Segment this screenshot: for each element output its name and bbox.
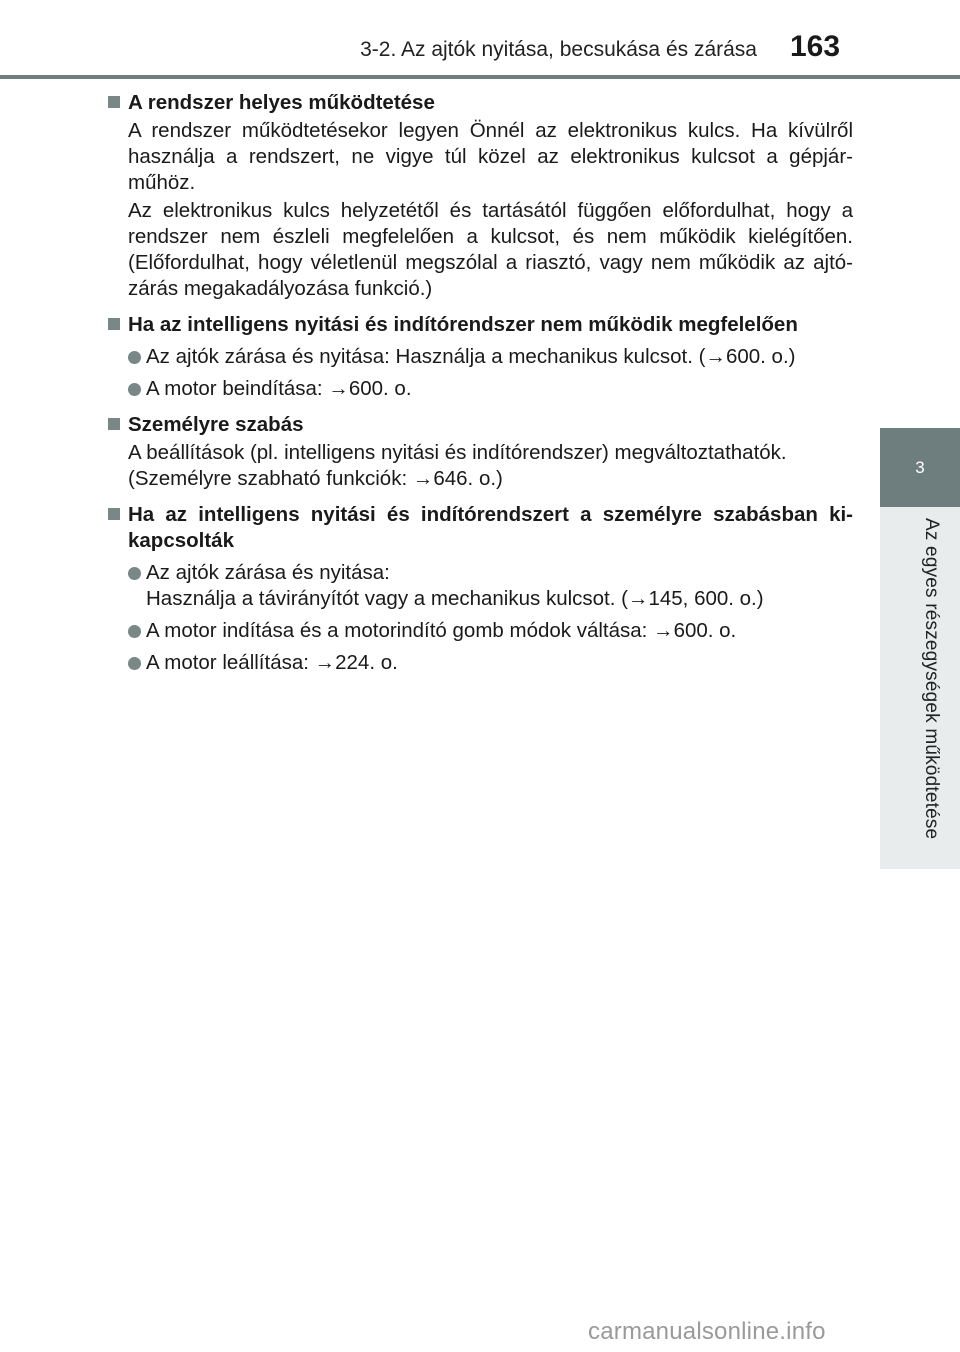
- page-number: 163: [790, 30, 841, 63]
- list-item: A motor leállítása: →224. o.: [108, 650, 853, 676]
- section-heading: Ha az intelligens nyitási és indítórendszert a személyre szabásban ki-kapcsolták: [108, 502, 853, 554]
- list-item: Az ajtók zárása és nyitása: Használja a mechanikus kulcsot. (→600. o.): [108, 344, 853, 370]
- page-content: [108, 90, 853, 676]
- chapter-title: Az egyes részegységek működtetése: [921, 518, 942, 840]
- circle-bullet-icon: [128, 567, 141, 580]
- list-item: A motor beindítása: →600. o.: [108, 376, 853, 402]
- circle-bullet-icon: [128, 351, 141, 364]
- watermark-logo: carmanualsonline.info: [588, 1318, 826, 1345]
- square-bullet-icon: [108, 508, 120, 520]
- chapter-number: 3: [915, 457, 925, 477]
- list-item: Az ajtók zárása és nyitása: Használja a távirányítót vagy a mechanikus kulcsot. (→145, 600. o.): [108, 560, 853, 612]
- section-heading: Személyre szabás: [108, 412, 853, 438]
- circle-bullet-icon: [128, 383, 141, 396]
- paragraph: A beállítások (pl. intelligens nyitási és indítórendszer) megváltoztathatók. (Személyre szabható funkciók: →646. o.): [128, 441, 787, 490]
- section-heading: Ha az intelligens nyitási és indítórendszer nem működik megfelelően: [108, 312, 853, 338]
- square-bullet-icon: [108, 96, 120, 108]
- circle-bullet-icon: [128, 657, 141, 670]
- list-item: A motor indítása és a motorindító gomb módok váltása: →600. o.: [108, 618, 853, 644]
- paragraph: A rendszer működtetésekor legyen Önnél az elektronikus kulcs. Ha kívülről használja a rendszert, ne vigye túl közel az elektronikus kulcsot a gépjár-műhöz.: [128, 119, 853, 194]
- section-heading: A rendszer helyes működtetése: [108, 90, 853, 116]
- header-rule: [0, 75, 960, 79]
- square-bullet-icon: [108, 318, 120, 330]
- circle-bullet-icon: [128, 625, 141, 638]
- section-title: 3-2. Az ajtók nyitása, becsukása és zárása: [360, 38, 757, 61]
- square-bullet-icon: [108, 418, 120, 430]
- paragraph: Az elektronikus kulcs helyzetétől és tartásától függően előfordulhat, hogy a rendszer nem észleli megfelelően a kulcsot, és nem működik kielégítően. (Előfordulhat, hogy véletlenül megszólal a riasztó, vagy nem működik az ajtó-zárás megakadályozása funkció.): [128, 199, 853, 300]
- chapter-tab[interactable]: [880, 428, 960, 507]
